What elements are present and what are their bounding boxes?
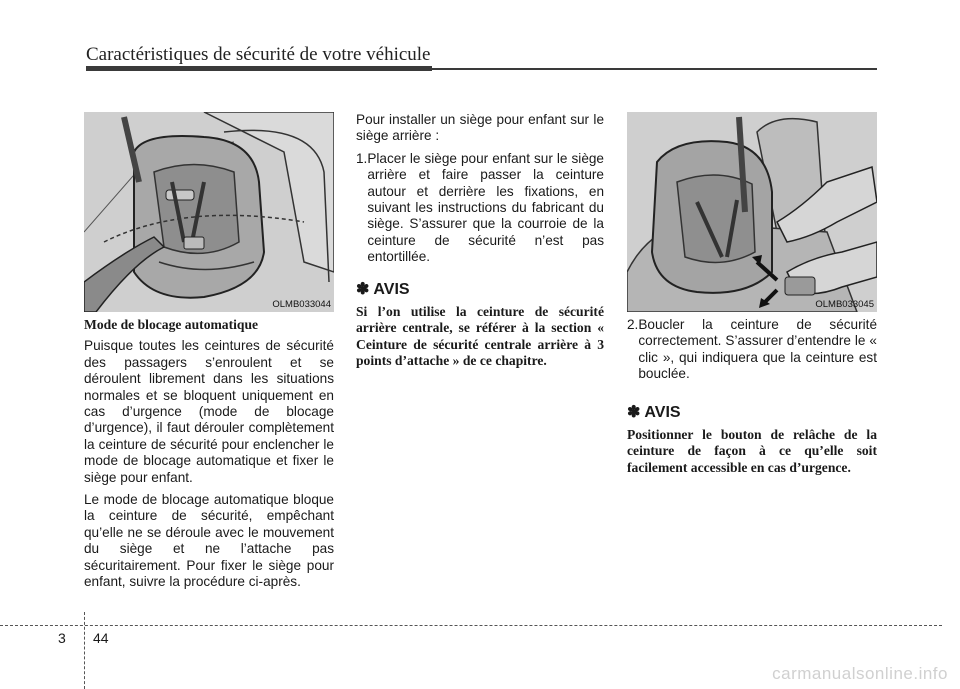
footer-dashed-rule xyxy=(0,625,942,626)
child-seat-illustration-left xyxy=(84,112,334,312)
figure-code-right: OLMB033045 xyxy=(815,299,874,310)
installation-intro: Pour installer un siège pour enfant sur le siège arrière : xyxy=(356,112,604,144)
avis-label: AVIS xyxy=(373,280,410,298)
step-2-text: Boucler la ceinture de sécurité correctement. S’assurer d’entendre le « clic », qui indiquera que la ceinture est bouclée. xyxy=(638,317,877,382)
paragraph-automatic-locking-detail: Le mode de blocage automatique bloque la ceinture de sécurité, empêchant qu’elle ne se déroule avec le mouvement du siège et ne l’attache pas sécuritairement. Pour fixer le siège pour enfant, suivre la procédure ci-après. xyxy=(84,492,334,590)
middle-column xyxy=(356,112,604,376)
step-1 xyxy=(356,151,604,266)
avis-asterisk-icon: ✽ xyxy=(356,280,370,298)
child-seat-illustration-right xyxy=(627,112,877,312)
avis-text-right: Positionner le bouton de relâche de la ceinture de façon à ce qu’elle soit facilement accessible en cas d’urgence. xyxy=(627,427,877,475)
paragraph-automatic-locking-intro: Puisque toutes les ceintures de sécurité des passagers s’enroulent et se déroulent librement dans les situations normales et se bloquent uniquement en cas d’urgence (mode de blocage d’urgence), il faut dérouler complètement la ceinture de sécurité pour enclencher le mode de blocage automatique et fixer le siège pour enfant. xyxy=(84,338,334,485)
avis-text-middle: Si l’on utilise la ceinture de sécurité arrière centrale, se référer à la section « Ceinture de sécurité centrale arrière à 3 points d’attache » de ce chapitre. xyxy=(356,304,604,369)
avis-heading-middle xyxy=(356,282,604,298)
avis-label: AVIS xyxy=(644,403,681,421)
page-header-title: Caractéristiques de sécurité de votre véhicule xyxy=(86,44,431,65)
page-number: 44 xyxy=(93,630,109,646)
section-heading: Mode de blocage automatique xyxy=(84,317,259,332)
avis-heading-right xyxy=(627,405,877,421)
watermark-text: carmanualsonline.info xyxy=(772,664,948,683)
header-rule-thick xyxy=(86,66,432,71)
avis-asterisk-icon: ✽ xyxy=(627,403,641,421)
footer-vertical-dashed-rule xyxy=(84,612,85,689)
header-rule-thin xyxy=(432,68,877,70)
child-seat-belt-routing-drawing xyxy=(84,112,334,312)
right-column xyxy=(627,317,877,482)
figure-code-left: OLMB033044 xyxy=(272,299,331,310)
buckling-seat-belt-drawing xyxy=(627,112,877,312)
step-1-number: 1. xyxy=(356,150,368,166)
page-section-number: 3 xyxy=(58,630,66,646)
step-2 xyxy=(627,317,877,383)
step-2-number: 2. xyxy=(627,317,639,332)
left-column xyxy=(84,317,334,597)
step-1-text: Placer le siège pour enfant sur le siège arrière et faire passer la ceinture autour et derrière les fixations, en suivant les instructions du fabricant du siège. S’assurer que la courroie de la ceinture de sécurité n’est pas entortillée. xyxy=(367,150,604,265)
